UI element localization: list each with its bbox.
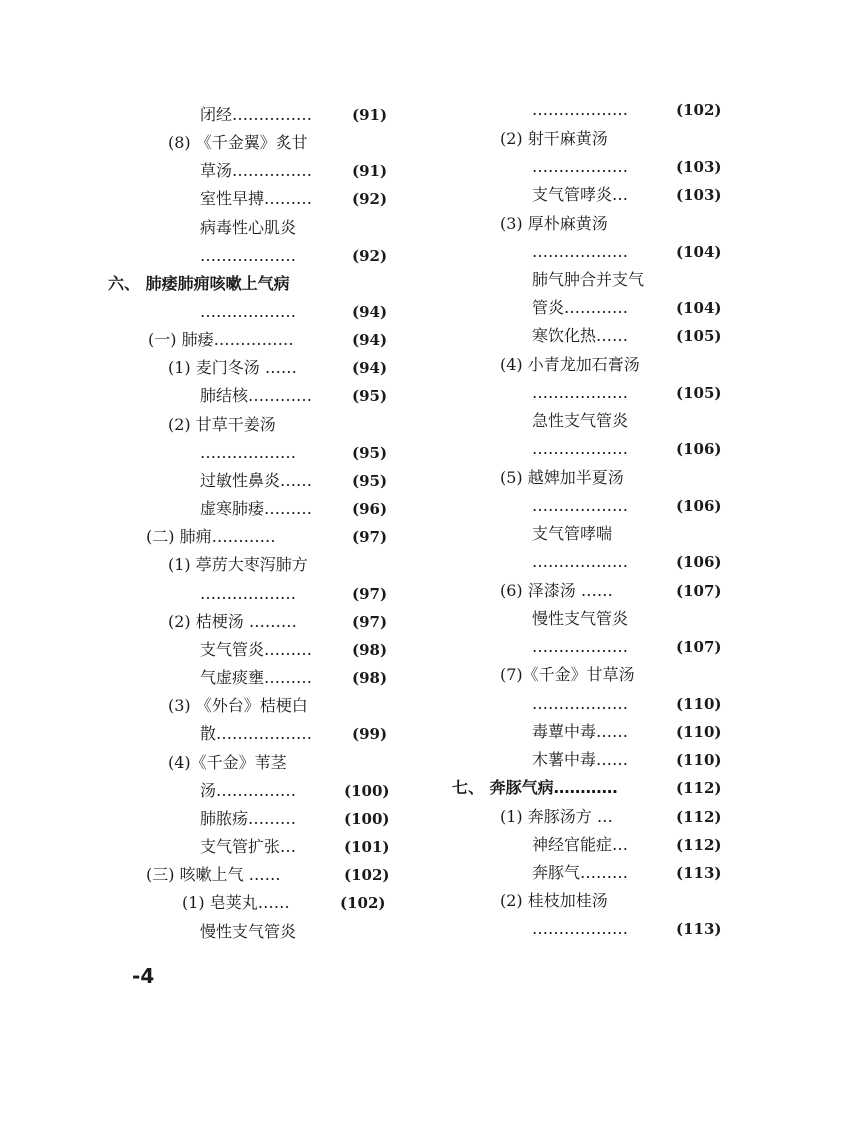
toc-entry: (一) 肺痿…………… [148, 330, 294, 349]
toc-entry: ……………… [532, 637, 628, 656]
toc-entry: 支气管扩张… [200, 837, 297, 856]
toc-entry: ……………… [532, 439, 628, 458]
page-number: -4 [132, 964, 155, 988]
toc-entry: (三) 咳嗽上气 …… [146, 865, 281, 884]
toc-entry: 汤…………… [200, 781, 297, 800]
toc-entry: (1) 葶苈大枣泻肺方 [168, 555, 308, 574]
toc-entry: 虚寒肺痿……… [200, 499, 313, 518]
toc-page-ref: (105) [676, 384, 722, 402]
toc-page-ref: (112) [676, 836, 722, 854]
toc-entry: 慢性支气管炎 [532, 609, 629, 628]
toc-page-ref: (95) [352, 472, 388, 490]
toc-entry: 病毒性心肌炎 [200, 218, 297, 237]
toc-page-ref: (107) [676, 582, 722, 600]
toc-page-ref: (110) [676, 695, 722, 713]
toc-entry: ……………… [200, 584, 296, 603]
toc-page-ref: (91) [352, 106, 388, 124]
toc-entry: (1) 麦门冬汤 …… [168, 358, 297, 377]
toc-page-ref: (97) [352, 528, 388, 546]
toc-entry: 管炎………… [532, 298, 629, 317]
toc-page-ref: (112) [676, 808, 722, 826]
toc-page-ref: (96) [352, 500, 388, 518]
toc-entry: (二) 肺痈………… [146, 527, 276, 546]
toc-page-ref: (102) [344, 866, 390, 884]
toc-entry: (3) 厚朴麻黄汤 [500, 214, 608, 233]
toc-entry: 闭经…………… [200, 105, 313, 124]
toc-page-ref: (113) [676, 864, 722, 882]
toc-entry: ……………… [532, 100, 628, 119]
toc-page-ref: (103) [676, 186, 722, 204]
toc-entry: 奔豚气……… [532, 863, 629, 882]
toc-page-ref: (106) [676, 497, 722, 515]
page-number-value: 4 [140, 964, 155, 988]
toc-entry: (4) 小青龙加石膏汤 [500, 355, 640, 374]
toc-page-ref: (91) [352, 162, 388, 180]
toc-entry: (1) 皂荚丸…… [182, 893, 290, 912]
toc-entry: 慢性支气管炎 [200, 922, 297, 941]
toc-entry: 寒饮化热…… [532, 326, 629, 345]
chapter-heading: 六、 肺痿肺痈咳嗽上气病 [108, 274, 290, 293]
toc-page-ref: (102) [340, 894, 386, 912]
toc-entry: (2) 甘草干姜汤 [168, 415, 276, 434]
toc-entry: (3) 《外台》桔梗白 [168, 696, 308, 715]
toc-entry: 过敏性鼻炎…… [200, 471, 313, 490]
toc-entry: ……………… [200, 443, 296, 462]
toc-page-ref: (97) [352, 613, 388, 631]
toc-entry: ……………… [532, 496, 628, 515]
toc-entry: 室性早搏……… [200, 189, 313, 208]
toc-entry: ……………… [532, 157, 628, 176]
toc-entry: (2) 桂枝加桂汤 [500, 891, 608, 910]
toc-entry: ……………… [200, 246, 296, 265]
toc-entry: 肺气肿合并支气 [532, 270, 645, 289]
toc-page-ref: (98) [352, 641, 388, 659]
toc-entry: (1) 奔豚汤方 … [500, 807, 613, 826]
toc-page-ref: (104) [676, 299, 722, 317]
toc-page-ref: (94) [352, 331, 388, 349]
toc-page-ref: (101) [344, 838, 390, 856]
toc-page-ref: (100) [344, 810, 390, 828]
toc-page-ref: (99) [352, 725, 388, 743]
toc-entry: 肺结核………… [200, 386, 313, 405]
toc-entry: 气虚痰壅……… [200, 668, 313, 687]
chapter-heading: 七、 奔豚气病………… [452, 778, 618, 797]
toc-page-ref: (113) [676, 920, 722, 938]
toc-entry: ……………… [532, 242, 628, 261]
toc-entry: ……………… [532, 552, 628, 571]
toc-page-ref: (102) [676, 101, 722, 119]
toc-entry: 神经官能症… [532, 835, 629, 854]
toc-page-ref: (106) [676, 440, 722, 458]
toc-entry: (4)《千金》苇茎 [168, 753, 287, 772]
toc-page-ref: (103) [676, 158, 722, 176]
toc-page-ref: (92) [352, 190, 388, 208]
toc-page-ref: (107) [676, 638, 722, 656]
toc-entry: 毒蕈中毒…… [532, 722, 629, 741]
toc-entry: (2) 射干麻黄汤 [500, 129, 608, 148]
toc-entry: (6) 泽漆汤 …… [500, 581, 613, 600]
toc-entry: ……………… [532, 919, 628, 938]
toc-page-ref: (110) [676, 723, 722, 741]
toc-entry: 急性支气管炎 [532, 411, 629, 430]
toc-entry: 支气管哮喘 [532, 524, 613, 543]
toc-page-ref: (97) [352, 585, 388, 603]
toc-page-ref: (95) [352, 387, 388, 405]
toc-entry: 草汤…………… [200, 161, 313, 180]
toc-page-ref: (94) [352, 359, 388, 377]
toc-page-ref: (104) [676, 243, 722, 261]
toc-page-ref: (95) [352, 444, 388, 462]
toc-entry: ……………… [200, 302, 296, 321]
toc-page-ref: (92) [352, 247, 388, 265]
toc-entry: ……………… [532, 694, 628, 713]
toc-entry: 支气管炎……… [200, 640, 313, 659]
toc-page-ref: (94) [352, 303, 388, 321]
toc-entry: (8) 《千金翼》炙甘 [168, 133, 308, 152]
toc-page-ref: (100) [344, 782, 390, 800]
toc-entry: (7)《千金》甘草汤 [500, 665, 635, 684]
toc-entry: 支气管哮炎… [532, 185, 629, 204]
toc-entry: 肺脓疡……… [200, 809, 297, 828]
toc-page-ref: (106) [676, 553, 722, 571]
toc-entry: (5) 越婢加半夏汤 [500, 468, 624, 487]
toc-page-ref: (105) [676, 327, 722, 345]
toc-page-ref: (98) [352, 669, 388, 687]
toc-page-ref: (110) [676, 751, 722, 769]
toc-entry: ……………… [532, 383, 628, 402]
toc-entry: (2) 桔梗汤 ……… [168, 612, 297, 631]
toc-entry: 散……………… [200, 724, 313, 743]
toc-entry: 木薯中毒…… [532, 750, 629, 769]
toc-page-ref: (112) [676, 779, 722, 797]
